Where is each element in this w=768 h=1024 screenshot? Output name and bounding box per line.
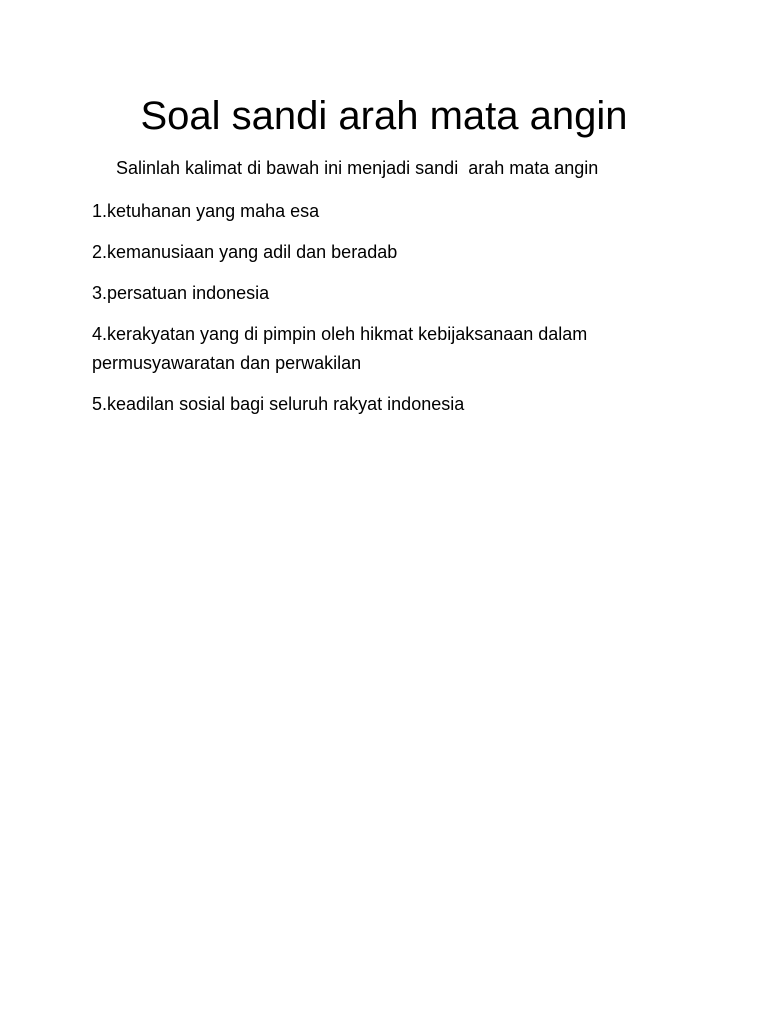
document-title: Soal sandi arah mata angin [140,94,628,138]
question-item-2: 2.kemanusiaan yang adil dan beradab [92,242,398,262]
question-item-1: 1.ketuhanan yang maha esa [92,201,320,221]
question-item-3: 3.persatuan indonesia [92,283,270,303]
question-list [92,197,676,419]
question-item-4: 4.kerakyatan yang di pimpin oleh hikmat kebijaksanaan dalam permusyawaratan dan perwakilan [92,324,588,373]
instruction-text: Salinlah kalimat di bawah ini menjadi sandi arah mata angin [116,158,599,178]
question-item-5: 5.keadilan sosial bagi seluruh rakyat indonesia [92,394,465,414]
